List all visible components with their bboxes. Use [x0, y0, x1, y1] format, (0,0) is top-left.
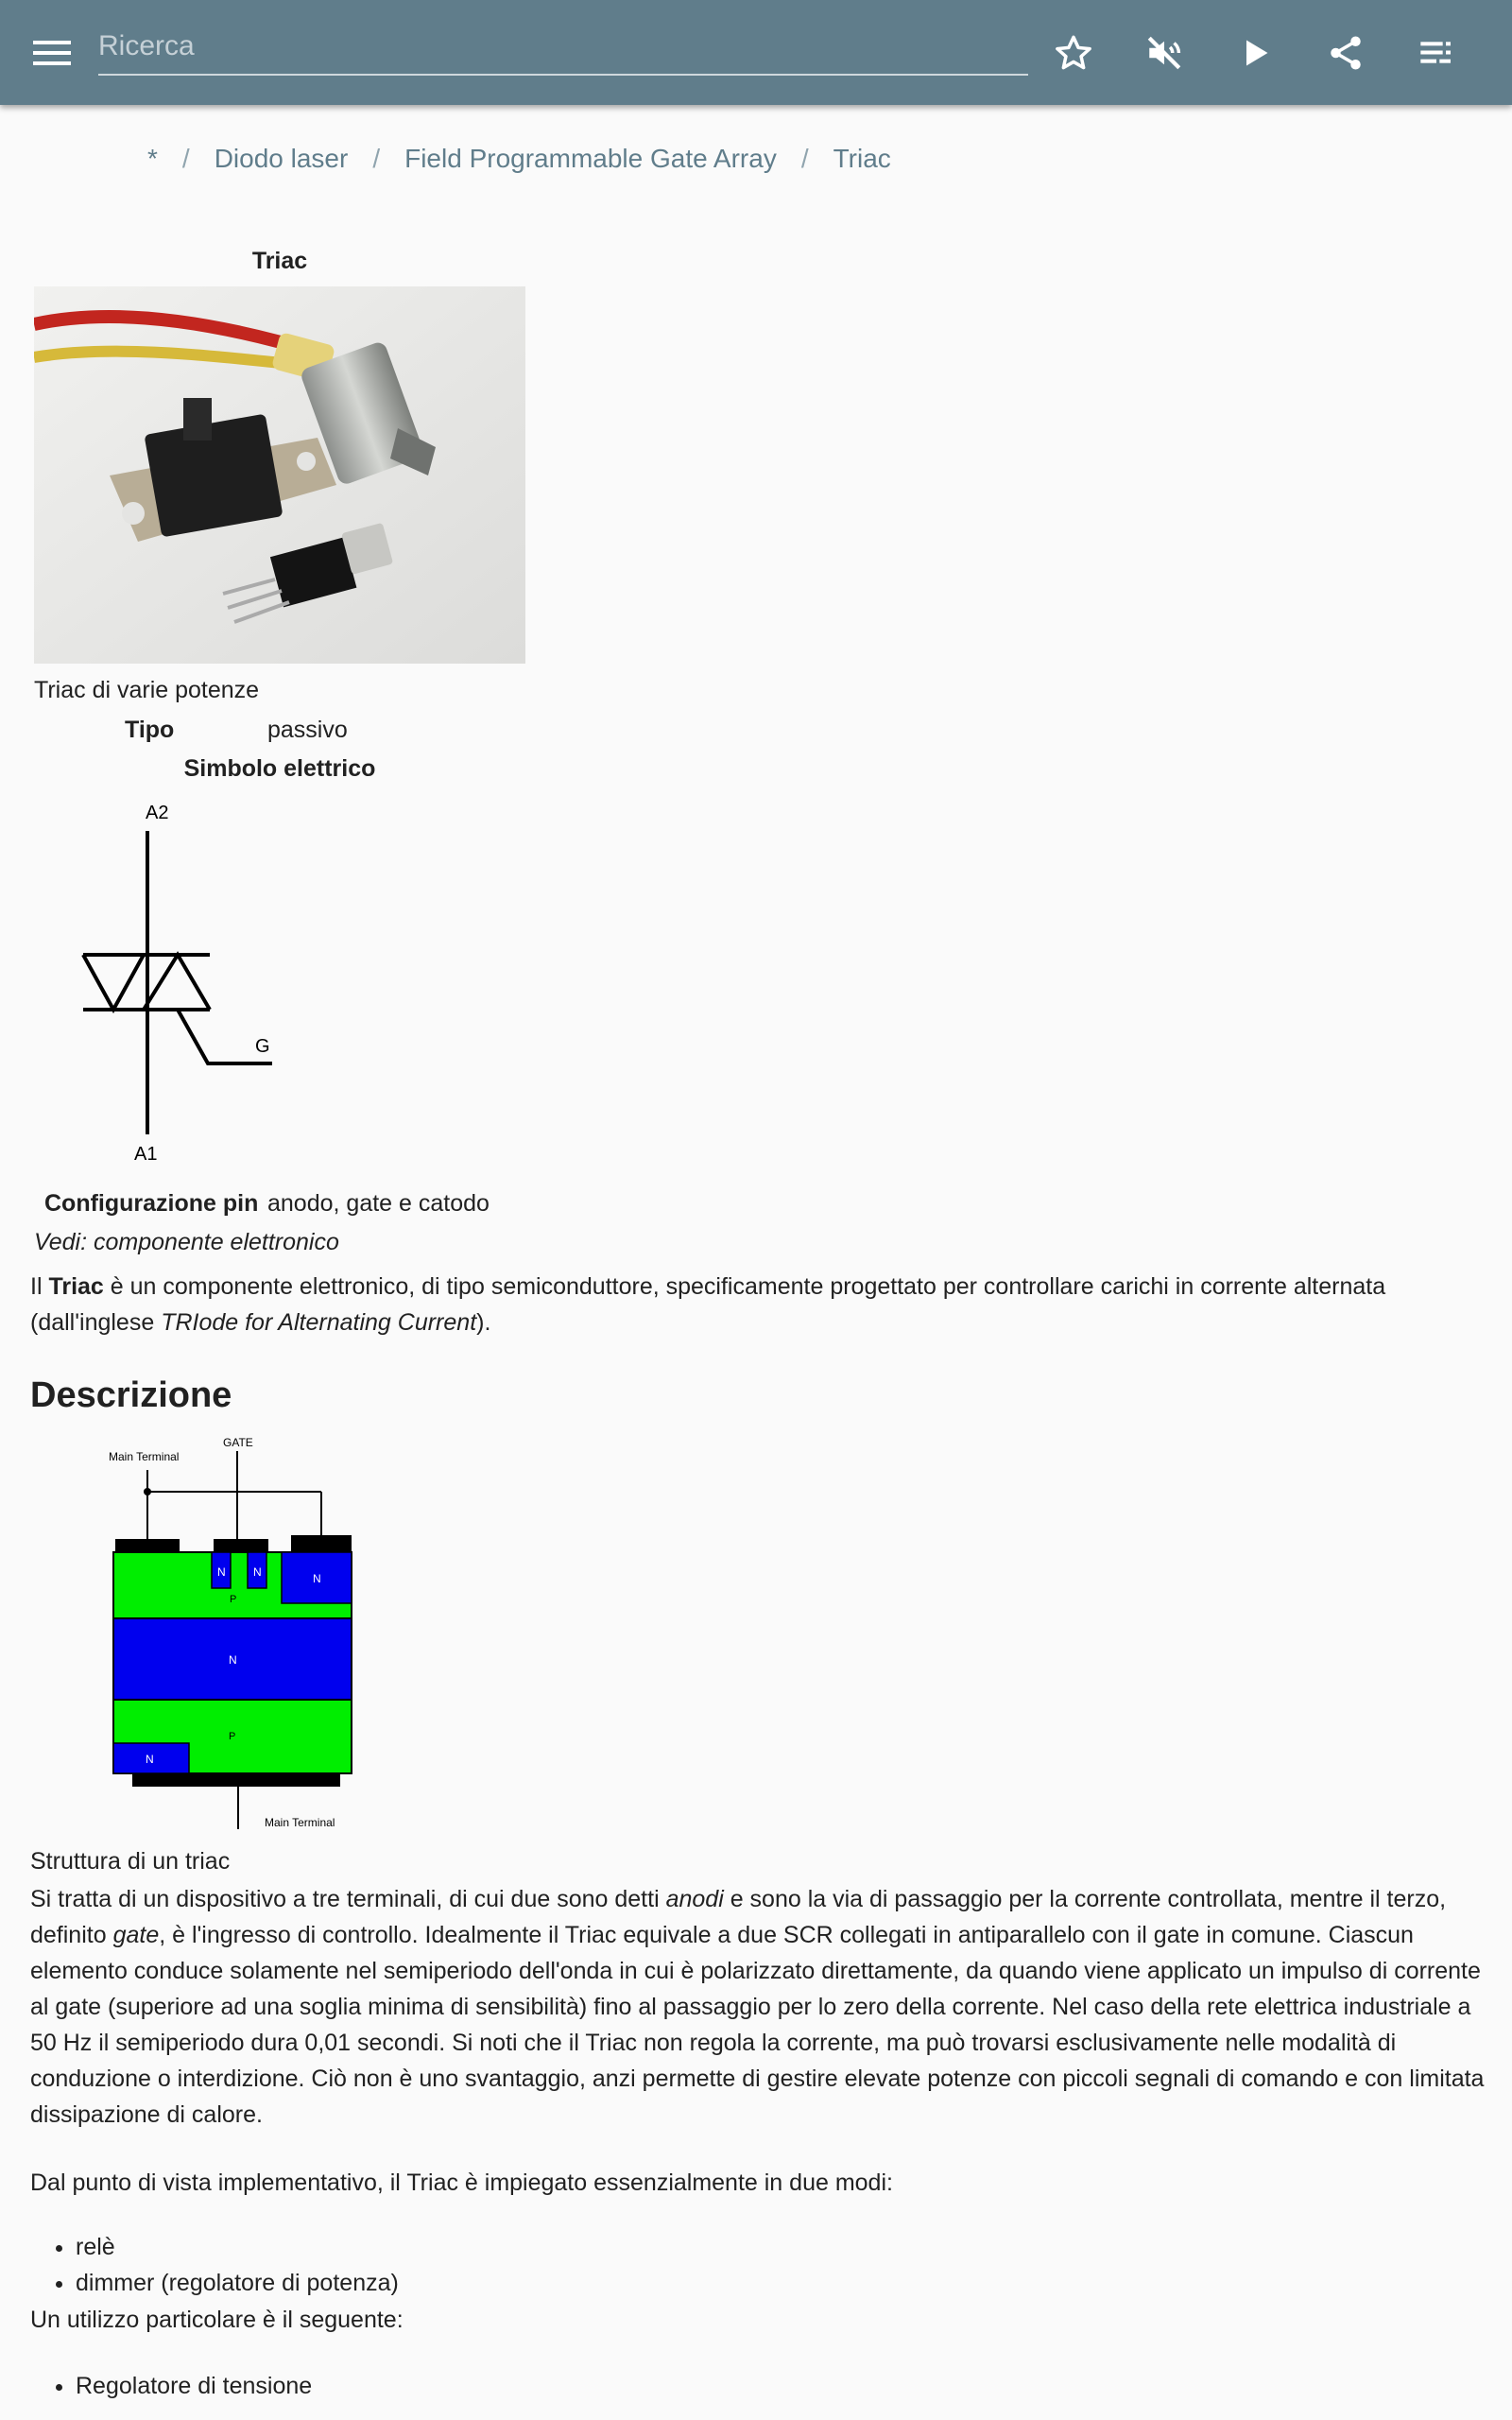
diagram-caption: Struttura di un triac [30, 1848, 231, 1875]
diagram-label-main-terminal-top: Main Terminal [109, 1450, 180, 1463]
usage-list [76, 2229, 399, 2301]
intro-paragraph [30, 1269, 1486, 1340]
infobox-tipo-value: passivo [267, 717, 348, 743]
symbol-label-a2: A2 [146, 803, 169, 823]
breadcrumb-separator: / [372, 144, 381, 173]
breadcrumb-item-fpga[interactable]: Field Programmable Gate Array [404, 144, 777, 173]
breadcrumb [147, 140, 891, 178]
paragraph-text: e sono la via di passaggio per la corrente controllata, mentre il terzo, definito [30, 1886, 1447, 1948]
infobox-pin-label: Configurazione pin [44, 1190, 259, 1217]
diagram-label-p: P [230, 1594, 237, 1605]
triac-symbol-diagram[interactable] [66, 789, 312, 1167]
implementation-paragraph: Dal punto di vista implementativo, il Triac è impiegato essenzialmente in due modi: [30, 2169, 893, 2196]
triac-structure-diagram[interactable] [94, 1427, 369, 1834]
infobox-title: Triac [251, 248, 308, 274]
diagram-label-p: P [229, 1731, 236, 1742]
symbol-label-a1: A1 [134, 1144, 158, 1165]
see-also-note: Vedi: componente elettronico [34, 1229, 339, 1255]
breadcrumb-item-diodo-laser[interactable]: Diodo laser [214, 144, 349, 173]
section-heading: Descrizione [30, 1375, 232, 1415]
list-item: • dimmer (regolatore di potenza) [76, 2265, 399, 2301]
list-item: • Regolatore di tensione [76, 2368, 312, 2404]
triac-photo[interactable] [34, 286, 525, 664]
intro-italic-term: TRIode for Alternating Current [161, 1309, 477, 1336]
intro-bold-term: Triac [48, 1273, 104, 1300]
diagram-label-n: N [313, 1572, 321, 1585]
volume-off-icon[interactable] [1138, 26, 1191, 79]
paragraph-text: Si tratta di un dispositivo a tre terminali, di cui due sono detti [30, 1886, 666, 1912]
diagram-label-gate: GATE [223, 1436, 253, 1449]
infobox-image-caption: Triac di varie potenze [34, 677, 260, 703]
intro-text: ). [476, 1309, 491, 1336]
italic-term-gate: gate [112, 1922, 160, 1948]
share-icon[interactable] [1319, 26, 1372, 79]
intro-text: Il [30, 1273, 49, 1300]
search-input[interactable] [98, 19, 1028, 74]
symbol-label-g: G [255, 1036, 270, 1057]
breadcrumb-item-triac[interactable]: Triac [833, 144, 891, 173]
infobox-tipo-label: Tipo [125, 717, 175, 743]
breadcrumb-home[interactable]: * [147, 144, 158, 173]
playlist-icon[interactable] [1410, 26, 1463, 79]
infobox-symbol-title: Simbolo elettrico [183, 755, 376, 782]
breadcrumb-separator: / [181, 144, 190, 173]
diagram-label-n: N [229, 1653, 237, 1667]
play-icon[interactable] [1228, 26, 1281, 79]
breadcrumb-separator: / [800, 144, 809, 173]
diagram-label-n: N [253, 1565, 262, 1579]
italic-term-anodi: anodi [665, 1886, 724, 1912]
app-bar [0, 0, 1512, 105]
star-icon[interactable] [1047, 26, 1100, 79]
diagram-label-n: N [146, 1753, 154, 1766]
paragraph-text: , è l'ingresso di controllo. Idealmente il Triac equivale a due SCR collegati in antiparallelo con il gate in comune. Ciascun elemento conduce solamente nel semiperiodo dell'onda in cui è polarizzato direttamente, da quando viene applicato un impulso di corrente al gate (superiore ad una soglia minima di sensibilità) fino al passaggio per lo zero della corrente. Nel caso della rete elettrica industriale a 50 Hz il semiperiodo dura 0,01 secondi. Si noti che il Triac non regola la corrente, ma può trovarsi esclusivamente nelle modalità di conduzione o interdizione. Ciò non è uno svantaggio, anzi permette di gestire elevate potenze con piccoli segnali di comando e con limitata dissipazione di calore. [30, 1922, 1485, 2128]
description-paragraph [30, 1881, 1486, 2133]
diagram-label-main-terminal-bottom: Main Terminal [265, 1816, 335, 1829]
diagram-label-n: N [217, 1565, 226, 1579]
intro-text: è un componente elettronico, di tipo semiconduttore, specificamente progettato per controllare carichi in corrente alternata (dall'inglese [30, 1273, 1386, 1336]
infobox-pin-value: anodo, gate e catodo [267, 1190, 490, 1217]
particular-use-list [76, 2368, 312, 2404]
search-field [98, 19, 1028, 76]
particular-use-paragraph: Un utilizzo particolare è il seguente: [30, 2307, 404, 2333]
hamburger-menu-icon[interactable] [26, 27, 77, 78]
list-item: • relè [76, 2229, 399, 2265]
